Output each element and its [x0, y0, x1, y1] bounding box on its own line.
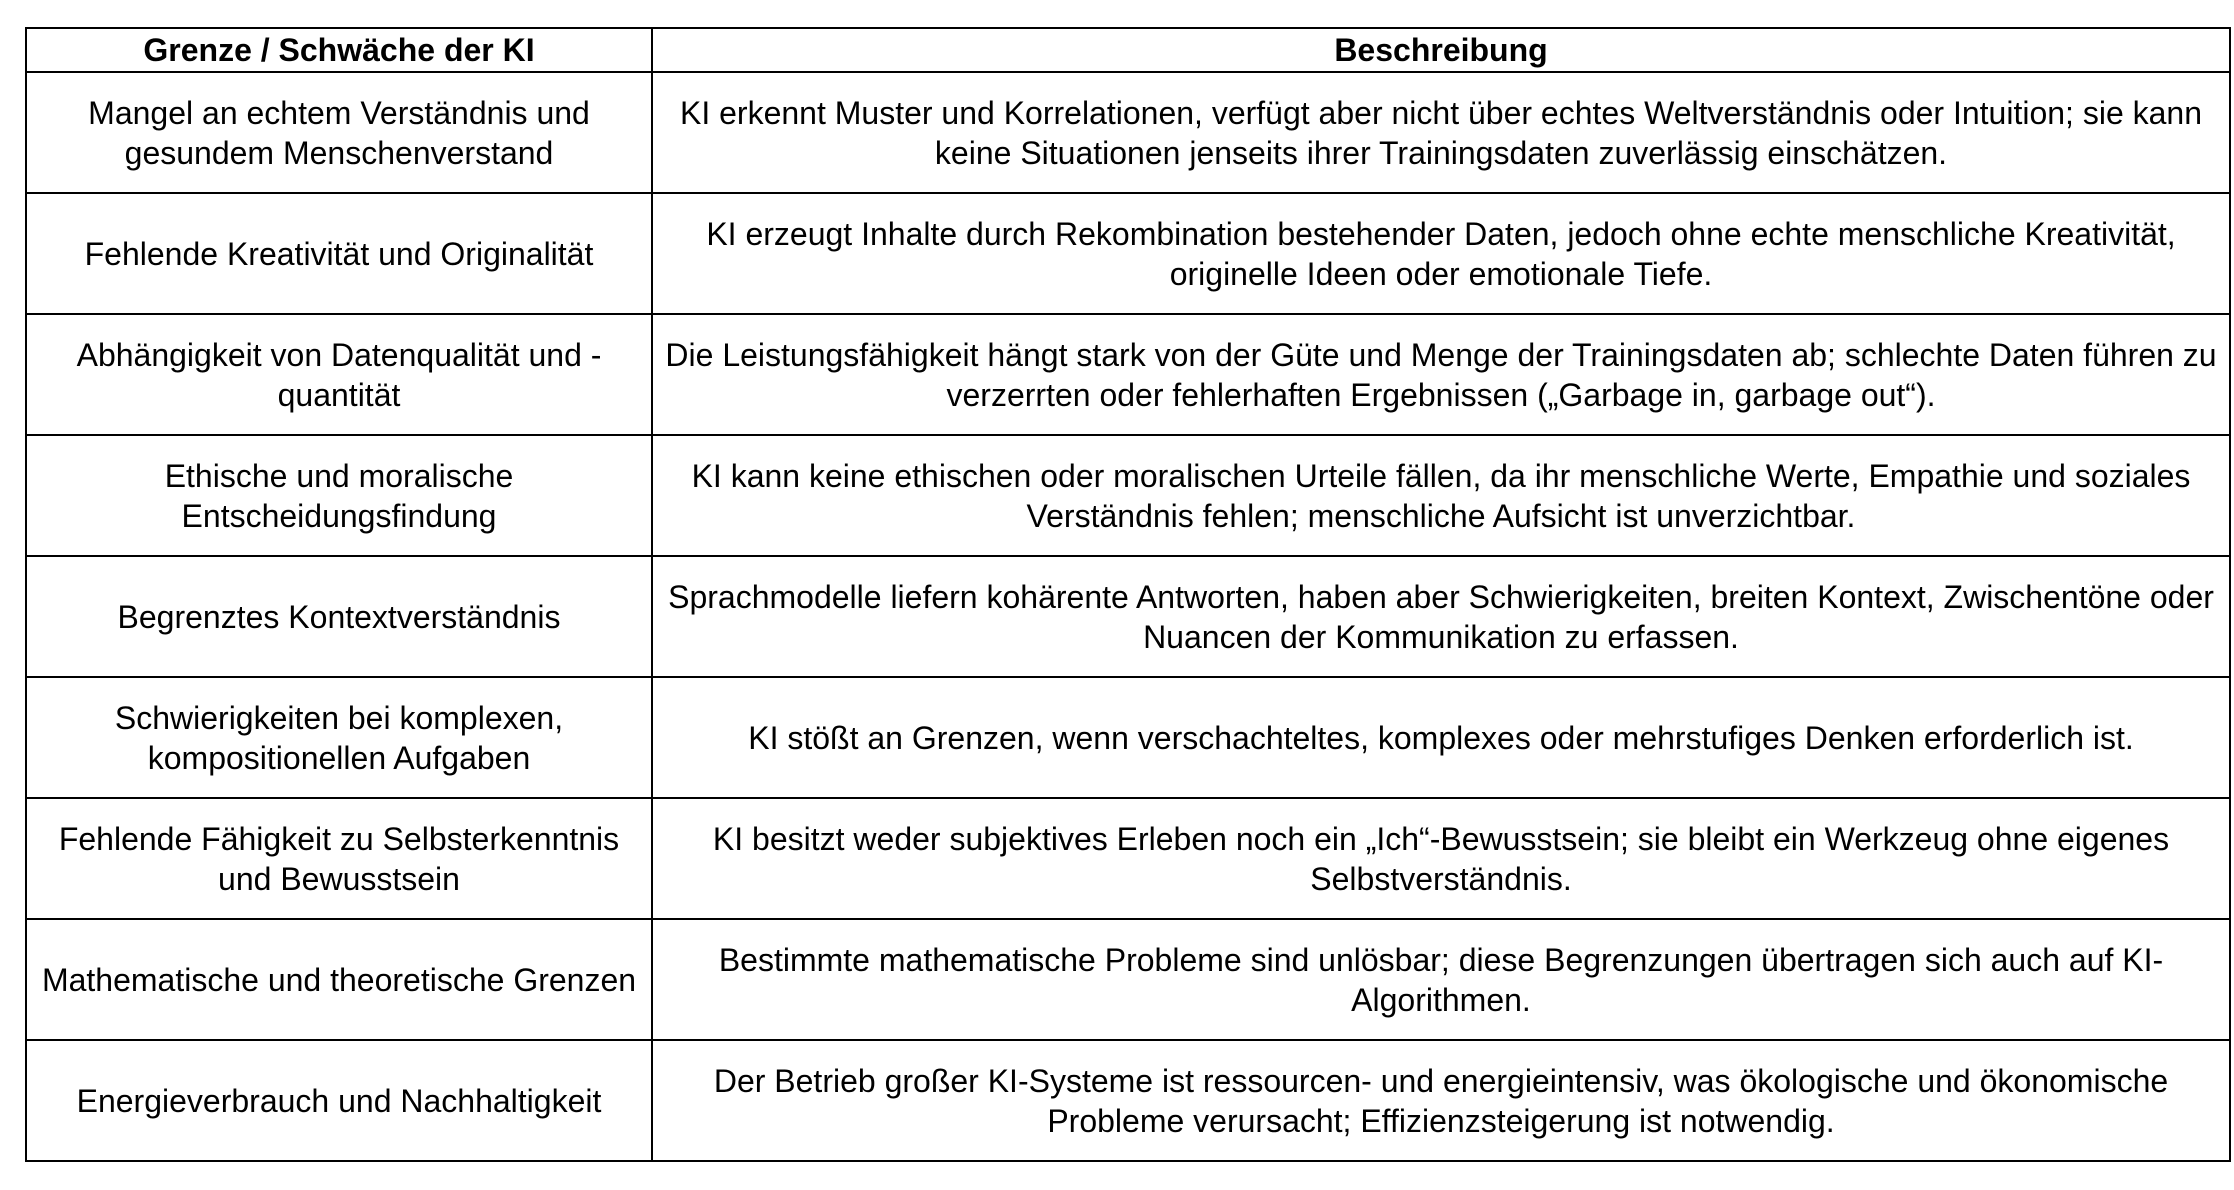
- description-cell: KI besitzt weder subjektives Erleben noch ein „Ich“-Bewusstsein; sie bleibt ein Werkzeug ohne eigenes Selbstverständnis.: [652, 798, 2230, 919]
- table-body: [26, 72, 2230, 1161]
- limit-cell: Fehlende Fähigkeit zu Selbsterkenntnis und Bewusstsein: [26, 798, 652, 919]
- limit-cell: Mangel an echtem Verständnis und gesundem Menschenverstand: [26, 72, 652, 193]
- description-cell: KI erkennt Muster und Korrelationen, verfügt aber nicht über echtes Weltverständnis oder Intuition; sie kann keine Situationen jenseits ihrer Trainingsdaten zuverlässig einschätzen.: [652, 72, 2230, 193]
- limit-cell: Schwierigkeiten bei komplexen, kompositionellen Aufgaben: [26, 677, 652, 798]
- description-cell: Sprachmodelle liefern kohärente Antworten, haben aber Schwierigkeiten, breiten Kontext, Zwischentöne oder Nuancen der Kommunikation zu erfassen.: [652, 556, 2230, 677]
- table-row: [26, 798, 2230, 919]
- table-row: [26, 1040, 2230, 1161]
- limitations-table-container: [25, 27, 2229, 1162]
- header-limit: Grenze / Schwäche der KI: [26, 28, 652, 72]
- limit-cell: Mathematische und theoretische Grenzen: [26, 919, 652, 1040]
- header-row: [26, 28, 2230, 72]
- table-row: [26, 193, 2230, 314]
- table-row: [26, 556, 2230, 677]
- table-row: [26, 314, 2230, 435]
- description-cell: KI erzeugt Inhalte durch Rekombination bestehender Daten, jedoch ohne echte menschliche Kreativität, originelle Ideen oder emotionale Tiefe.: [652, 193, 2230, 314]
- description-cell: Die Leistungsfähigkeit hängt stark von der Güte und Menge der Trainingsdaten ab; schlechte Daten führen zu verzerrten oder fehlerhaften Ergebnissen („Garbage in, garbage out“).: [652, 314, 2230, 435]
- description-cell: KI stößt an Grenzen, wenn verschachteltes, komplexes oder mehrstufiges Denken erforderlich ist.: [652, 677, 2230, 798]
- table-row: [26, 435, 2230, 556]
- description-cell: KI kann keine ethischen oder moralischen Urteile fällen, da ihr menschliche Werte, Empathie und soziales Verständnis fehlen; menschliche Aufsicht ist unverzichtbar.: [652, 435, 2230, 556]
- limit-cell: Ethische und moralische Entscheidungsfindung: [26, 435, 652, 556]
- limit-cell: Abhängigkeit von Datenqualität und -quantität: [26, 314, 652, 435]
- ki-limitations-table: [25, 27, 2231, 1162]
- limit-cell: Begrenztes Kontextverständnis: [26, 556, 652, 677]
- table-header: [26, 28, 2230, 72]
- table-row: [26, 677, 2230, 798]
- limit-cell: Fehlende Kreativität und Originalität: [26, 193, 652, 314]
- description-cell: Bestimmte mathematische Probleme sind unlösbar; diese Begrenzungen übertragen sich auch auf KI-Algorithmen.: [652, 919, 2230, 1040]
- description-cell: Der Betrieb großer KI-Systeme ist ressourcen- und energieintensiv, was ökologische und ökonomische Probleme verursacht; Effizienzsteigerung ist notwendig.: [652, 1040, 2230, 1161]
- limit-cell: Energieverbrauch und Nachhaltigkeit: [26, 1040, 652, 1161]
- header-description: Beschreibung: [652, 28, 2230, 72]
- table-row: [26, 72, 2230, 193]
- table-row: [26, 919, 2230, 1040]
